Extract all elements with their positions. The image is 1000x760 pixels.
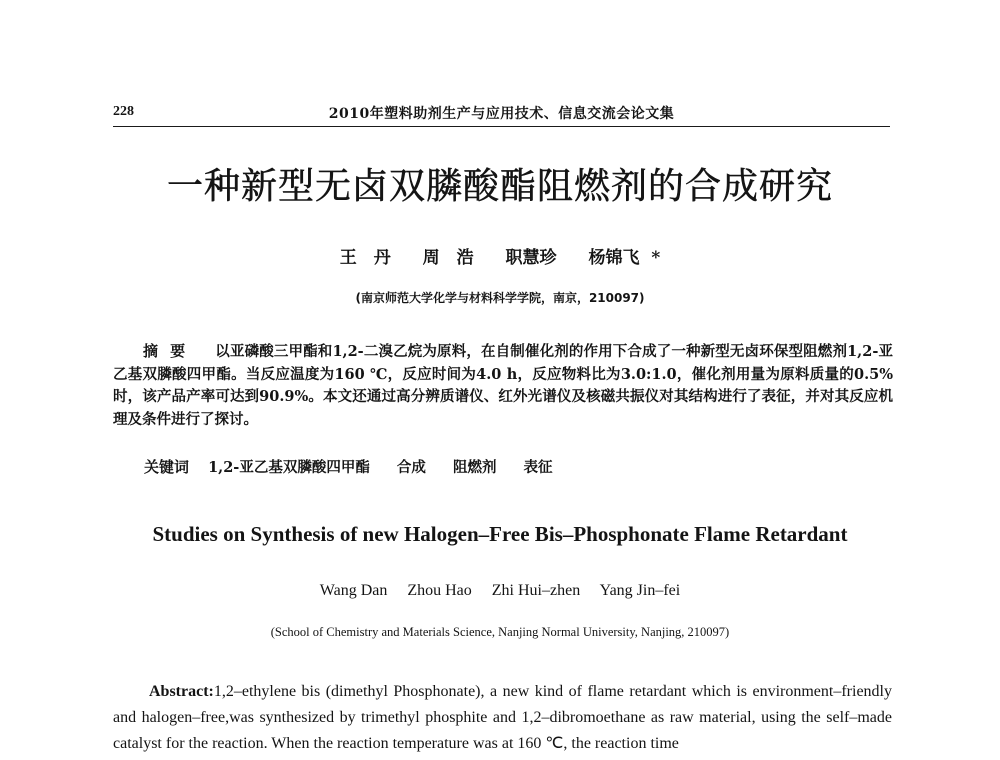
english-affiliation: (School of Chemistry and Materials Science, Nanjing Normal University, Nanjing, 210097) <box>270 625 730 639</box>
author-cn-2: 周 浩 <box>422 248 474 268</box>
author-en-3: Zhi Hui–zhen <box>491 582 581 599</box>
english-title: Studies on Synthesis of new Halogen–Free Bis–Phosphonate Flame Retardant <box>152 522 848 546</box>
keyword-cn-4: 表征 <box>523 459 553 476</box>
chinese-authors <box>0 243 1000 268</box>
keyword-cn-2: 合成 <box>396 459 426 476</box>
english-abstract-label: Abstract: <box>149 683 214 700</box>
chinese-keywords <box>144 456 575 477</box>
english-abstract-text: 1,2–ethylene bis (dimethyl Phosphonate), a new kind of flame retardant which is environment–friendly and halogen–free,was synthesized by trimethyl phosphite and 1,2–dibromoethane as raw material, using the self–made catalyst for the reaction. When the reaction temperature was at 160 ℃, the reaction time <box>113 683 892 752</box>
chinese-abstract <box>113 340 893 431</box>
english-authors <box>0 582 1000 600</box>
keyword-cn-1: 1,2-亚乙基双膦酸四甲酯 <box>208 459 370 476</box>
author-en-1: Wang Dan <box>319 582 388 599</box>
chinese-abstract-text: 以亚磷酸三甲酯和1,2-二溴乙烷为原料，在自制催化剂的作用下合成了一种新型无卤环保型阻燃剂1,2-亚乙基双膦酸四甲酯。当反应温度为160 ℃，反应时间为4.0 h，反应物料比为3.0:1.0，催化剂用量为原料质量的0.5%时，该产品产率可达到90.9%。本文还通过高分辨质谱仪、红外光谱仪及核磁共振仪对其结构进行了表征，并对其反应机理及条件进行了探讨。 <box>113 343 893 428</box>
author-en-2: Zhou Hao <box>407 582 472 599</box>
chinese-affiliation: (南京师范大学化学与材料科学学院，南京，210097) <box>355 291 645 305</box>
chinese-abstract-label: 摘要 <box>143 342 198 360</box>
running-head: 2010年塑料助剂生产与应用技术、信息交流会论文集 <box>328 106 675 122</box>
chinese-title: 一种新型无卤双膦酸酯阻燃剂的合成研究 <box>166 166 833 207</box>
author-en-4: Yang Jin–fei <box>599 582 681 599</box>
page-header <box>113 100 890 127</box>
page-number: 228 <box>113 104 134 119</box>
author-cn-1: 王 丹 <box>339 248 391 268</box>
keyword-cn-3: 阻燃剂 <box>452 459 497 476</box>
english-abstract <box>113 679 892 757</box>
author-cn-3: 职慧珍 <box>505 248 557 268</box>
chinese-keywords-label: 关键词 <box>144 458 190 476</box>
author-cn-4: 杨锦飞 * <box>588 248 661 268</box>
